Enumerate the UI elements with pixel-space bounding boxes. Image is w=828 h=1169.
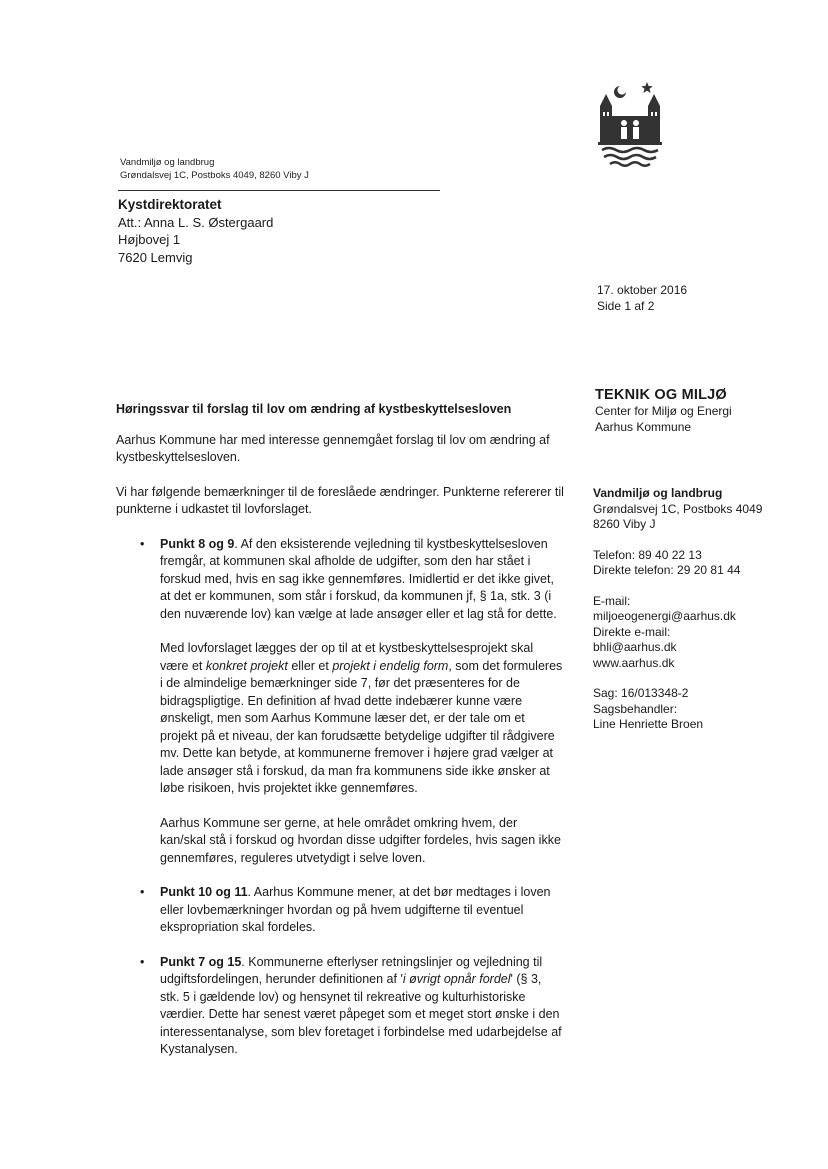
item-subparagraph: Aarhus Kommune ser gerne, at hele området omkring hvem, der kan/skal stå i forskud og hvordan disse udgifter fordeles, hvis sagen ikke gennemføres, reguleres utvetydigt i selve loven. — [160, 815, 561, 865]
aarhus-coat-of-arms-logo — [594, 76, 666, 172]
department-block — [595, 386, 732, 435]
item-subparagraph: Med lovforslaget lægges der op til at et kystbeskyttelsesprojekt skal være et konkret projekt eller et projekt i endelig form, som det formuleres i de almindelige bemærkninger side 7, før det præsenteres for de bidragspligtige. En definition af hvad dette indebærer kunne være ønskeligt, men som Aarhus Kommune læser det, er der tale om et projekt på et niveau, der kan forudsætte betydelige udgifter til rådgivere mv. Dette kan betyde, at kommunerne fremover i højere grad vælger at lade ansøger stå i forskud, da man fra kommunens side ikke ønsker at løbe risikoen, hvis projektet ikke gennemføres. — [160, 641, 563, 795]
item-heading: Punkt 10 og 11 — [160, 885, 248, 899]
contact-unit: Vandmiljø og landbrug — [593, 486, 723, 500]
department-head: TEKNIK OG MILJØ — [595, 387, 727, 403]
contact-emails — [593, 594, 808, 672]
page-indicator: Side 1 af 2 — [597, 298, 655, 313]
letter-subject: Høringssvar til forslag til lov om ændring af kystbeskyttelsesloven — [116, 402, 512, 416]
contact-direct-phone: Direkte telefon: 29 20 81 44 — [593, 563, 741, 577]
list-item: • Punkt 7 og 15. Kommunerne efterlyser retningslinjer og vejledning til udgiftsfordelingen, herunder definitionen af 'i øvrigt opnår fordel' (§ 3, stk. 5 i gældende lov) og hensynet til rekreative og kulturhistoriske værdier. Dette har senest været påpeget som et meget stort ønske i den interessentanalyse, som blev foretaget i forbindelse med udarbejdelse af Kystanalysen. — [140, 954, 562, 1056]
contact-address — [593, 486, 808, 533]
item-heading: Punkt 8 og 9 — [160, 536, 235, 551]
recipient-name: Kystdirektoratet — [118, 197, 222, 212]
recipient-att: Att.: Anna L. S. Østergaard — [118, 214, 274, 230]
contact-case — [593, 686, 808, 733]
sender-unit: Vandmiljø og landbrug — [120, 157, 215, 168]
list-item — [116, 884, 564, 937]
sender-street: Grøndalsvej 1C, Postboks 4049, 8260 Viby J — [120, 170, 309, 181]
recipient-address — [118, 196, 273, 266]
date-block — [597, 283, 687, 314]
bullet-icon: • — [140, 954, 145, 969]
item-text: . Af den eksisterende vejledning til kystbeskyttelsesloven fremgår, at kommunen skal afholde de udgifter, som den har stået i forskud med, hvis en sag ikke gennemføres. Imidlertid er det ikke givet, at det er kommunen, som står i forskud, da kommunen jf, § 1a, stk. 3 (i den nuværende lov) kan vælge at lade ansøger eller et lag stå for dette. — [160, 536, 557, 621]
intro-paragraph-2: Vi har følgende bemærkninger til de foreslåede ændringer. Punkterne refererer til punkterne i udkastet til lovforslaget. — [116, 484, 564, 516]
contact-website-link[interactable]: www.aarhus.dk — [593, 655, 675, 670]
letter-date: 17. oktober 2016 — [597, 283, 688, 297]
bullet-icon: • — [140, 536, 145, 551]
contact-block — [593, 486, 808, 748]
list-item — [116, 536, 564, 868]
department-municipality: Aarhus Kommune — [595, 419, 692, 434]
case-handler-label: Sagsbehandler: — [593, 701, 678, 716]
contact-email-label: E-mail: — [593, 593, 631, 608]
letter-body — [116, 401, 564, 1076]
intro-paragraph: Aarhus Kommune har med interesse gennemgået forslag til lov om ændring af kystbeskyttelsesloven. — [116, 432, 550, 464]
item-heading: Punkt 7 og 15 — [160, 954, 242, 969]
sender-address — [120, 156, 309, 182]
case-number: Sag: 16/013348-2 — [593, 686, 689, 700]
bullet-icon: • — [140, 885, 145, 899]
contact-phone: Telefon: 89 40 22 13 — [593, 547, 702, 562]
contact-address-line2: 8260 Viby J — [593, 517, 656, 531]
department-center: Center for Miljø og Energi — [595, 404, 732, 418]
contact-direct-email-link[interactable]: bhli@aarhus.dk — [593, 640, 677, 654]
contact-address-line1: Grøndalsvej 1C, Postboks 4049 — [593, 501, 763, 516]
item-text: . Aarhus Kommune mener, at det bør medtages i loven eller lovbemærkninger hvordan og på hvem udgifterne til eventuel ekspropriation skal fordeles. — [160, 885, 551, 934]
contact-direct-email-label: Direkte e-mail: — [593, 624, 671, 639]
recipient-street: Højbovej 1 — [118, 232, 181, 247]
contact-email-link[interactable]: miljoeogenergi@aarhus.dk — [593, 609, 736, 623]
recipient-city: 7620 Lemvig — [118, 249, 193, 265]
contact-phones — [593, 548, 808, 579]
case-handler-name: Line Henriette Broen — [593, 717, 704, 731]
address-divider — [118, 190, 440, 191]
